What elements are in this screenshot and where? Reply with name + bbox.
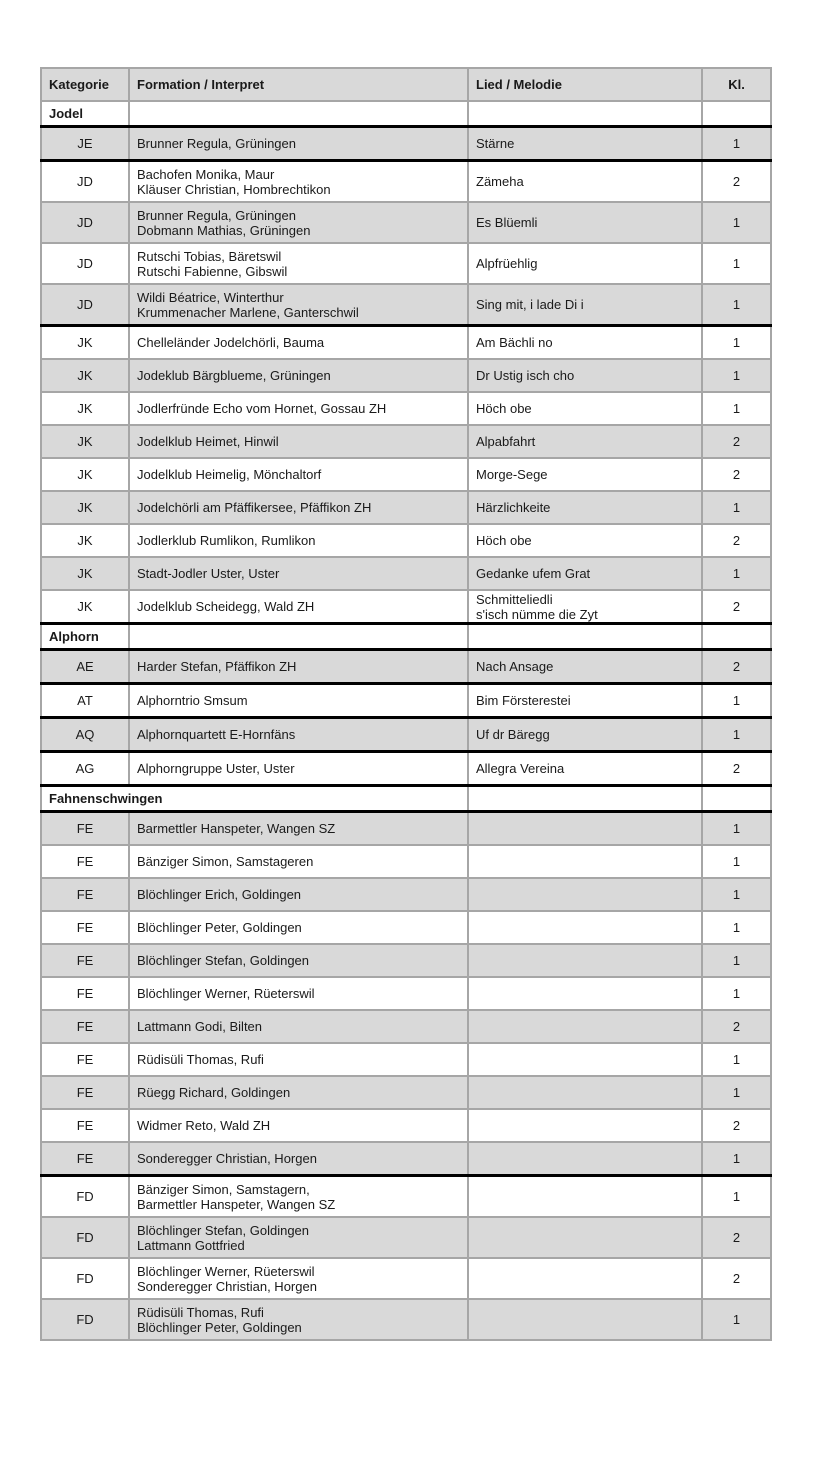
table-row [41,752,771,786]
kategorie-cell: AQ [41,718,129,752]
formation-line: Rutschi Fabienne, Gibswil [137,263,288,279]
klasse-cell: 2 [702,524,771,557]
klasse-cell: 2 [702,425,771,458]
lied-line: Schmitteliedli [476,591,553,607]
formation-cell [129,557,468,590]
formation-line: Lattmann Godi, Bilten [137,1019,263,1034]
lied-line: s'isch nümme die Zyt [476,606,598,622]
formation-line: Bänziger Simon, Samstagern, [137,1181,310,1197]
formation-line: Stadt-Jodler Uster, Uster [137,566,280,581]
formation-line: Rüegg Richard, Goldingen [137,1085,291,1100]
kategorie-cell: FD [41,1176,129,1218]
klasse-cell: 1 [702,202,771,243]
kategorie-cell: JK [41,524,129,557]
formation-line: Jodeklub Bärgblueme, Grüningen [137,368,331,383]
lied-cell [468,650,702,684]
lied-cell [468,202,702,243]
formation-cell [129,127,468,161]
section-title: Fahnenschwingen [41,786,468,812]
table-row [41,718,771,752]
lied-cell [468,752,702,786]
formation-line: Alphorngruppe Uster, Uster [137,761,295,776]
kategorie-cell: JK [41,326,129,360]
lied-cell [468,127,702,161]
kategorie-cell: JK [41,392,129,425]
formation-line: Harder Stefan, Pfäffikon ZH [137,659,297,674]
klasse-cell: 1 [702,911,771,944]
table-row [41,1258,771,1299]
formation-cell [129,1010,468,1043]
kategorie-cell: JK [41,359,129,392]
table-row [41,284,771,326]
formation-line: Jodelklub Heimet, Hinwil [137,434,279,449]
table-row [41,425,771,458]
lied-cell [468,161,702,203]
lied-cell [468,911,702,944]
formation-cell [129,911,468,944]
klasse-cell: 1 [702,557,771,590]
klasse-cell: 1 [702,1176,771,1218]
formation-cell [129,752,468,786]
formation-cell [129,1043,468,1076]
lied-cell [468,590,702,624]
formation-cell [129,1258,468,1299]
klasse-cell: 1 [702,944,771,977]
klasse-cell: 1 [702,1076,771,1109]
klasse-cell: 1 [702,977,771,1010]
section-title: Jodel [41,101,129,127]
formation-cell [129,1109,468,1142]
formation-cell [129,425,468,458]
formation-cell [129,650,468,684]
formation-line: Blöchlinger Peter, Goldingen [137,920,302,935]
klasse-cell: 2 [702,1217,771,1258]
klasse-cell: 1 [702,127,771,161]
lied-cell [468,718,702,752]
kategorie-cell: AG [41,752,129,786]
section-empty-cell [468,101,702,127]
kategorie-cell: JE [41,127,129,161]
section-empty-cell [468,786,702,812]
lied-line: Sing mit, i lade Di i [476,297,584,312]
table-row [41,359,771,392]
table-row [41,557,771,590]
lied-cell [468,845,702,878]
lied-cell [468,1109,702,1142]
lied-line: Dr Ustig isch cho [476,368,575,383]
kategorie-cell: JK [41,590,129,624]
table-row [41,911,771,944]
table-row [41,458,771,491]
formation-cell [129,684,468,718]
kategorie-cell: FD [41,1299,129,1340]
table-row [41,590,771,624]
section-empty-cell [702,101,771,127]
kategorie-cell: FE [41,1142,129,1176]
formation-cell [129,944,468,977]
lied-cell [468,491,702,524]
header-kategorie: Kategorie [41,68,129,101]
kategorie-cell: FE [41,944,129,977]
formation-cell [129,977,468,1010]
lied-cell [468,1299,702,1340]
lied-cell [468,243,702,284]
formation-cell [129,284,468,326]
formation-cell [129,161,468,203]
lied-line: Nach Ansage [476,659,554,674]
lied-cell [468,458,702,491]
lied-cell [468,557,702,590]
section-title: Alphorn [41,624,129,650]
table-row [41,127,771,161]
section-row [41,786,771,812]
table-row [41,650,771,684]
kategorie-cell: FE [41,1109,129,1142]
formation-line: Dobmann Mathias, Grüningen [137,222,311,238]
lied-line: Höch obe [476,401,532,416]
kategorie-cell: FE [41,812,129,846]
formation-cell [129,1142,468,1176]
kategorie-cell: JK [41,491,129,524]
table-row [41,944,771,977]
kategorie-cell: FD [41,1217,129,1258]
formation-line: Blöchlinger Werner, Rüeterswil [137,986,315,1001]
formation-line: Jodelklub Heimelig, Mönchaltorf [137,467,322,482]
klasse-cell: 2 [702,650,771,684]
kategorie-cell: FE [41,1043,129,1076]
klasse-cell: 2 [702,1010,771,1043]
lied-cell [468,1258,702,1299]
kategorie-cell: FE [41,911,129,944]
kategorie-cell: FE [41,1076,129,1109]
program-body [41,101,771,1340]
lied-line: Härzlichkeite [476,500,551,515]
kategorie-cell: FE [41,1010,129,1043]
lied-cell [468,1043,702,1076]
kategorie-cell: JK [41,458,129,491]
lied-cell [468,326,702,360]
section-empty-cell [702,624,771,650]
klasse-cell: 1 [702,1299,771,1340]
formation-line: Barmettler Hanspeter, Wangen SZ [137,1196,336,1212]
formation-line: Krummenacher Marlene, Ganterschwil [137,304,359,320]
lied-cell [468,1076,702,1109]
klasse-cell: 1 [702,812,771,846]
klasse-cell: 1 [702,326,771,360]
lied-line: Uf dr Bäregg [476,727,550,742]
formation-line: Alphornquartett E-Hornfäns [137,727,296,742]
formation-cell [129,326,468,360]
klasse-cell: 2 [702,1109,771,1142]
lied-line: Gedanke ufem Grat [476,566,591,581]
formation-line: Blöchlinger Stefan, Goldingen [137,953,310,968]
formation-line: Kläuser Christian, Hombrechtikon [137,181,331,197]
lied-cell [468,878,702,911]
section-row [41,624,771,650]
table-row [41,524,771,557]
kategorie-cell: FE [41,977,129,1010]
kategorie-cell: FD [41,1258,129,1299]
formation-line: Brunner Regula, Grüningen [137,207,296,223]
lied-cell [468,284,702,326]
formation-line: Brunner Regula, Grüningen [137,136,296,151]
kategorie-cell: JK [41,557,129,590]
lied-cell [468,392,702,425]
formation-line: Barmettler Hanspeter, Wangen SZ [137,821,336,836]
kategorie-cell: AT [41,684,129,718]
klasse-cell: 2 [702,161,771,203]
formation-cell [129,590,468,624]
lied-cell [468,1217,702,1258]
formation-line: Jodelklub Scheidegg, Wald ZH [137,599,315,614]
lied-line: Allegra Vereina [476,761,565,776]
table-row [41,1109,771,1142]
klasse-cell: 1 [702,243,771,284]
formation-cell [129,524,468,557]
section-empty-cell [702,786,771,812]
header-row [41,68,771,101]
formation-cell [129,458,468,491]
klasse-cell: 1 [702,684,771,718]
table-row [41,202,771,243]
klasse-cell: 1 [702,491,771,524]
klasse-cell: 1 [702,284,771,326]
klasse-cell: 1 [702,359,771,392]
table-row [41,812,771,846]
formation-cell [129,1217,468,1258]
lied-line: Am Bächli no [476,335,553,350]
kategorie-cell: JD [41,202,129,243]
formation-line: Alphorntrio Smsum [137,693,248,708]
section-row [41,101,771,127]
lied-line: Alpabfahrt [476,434,536,449]
table-row [41,491,771,524]
formation-cell [129,491,468,524]
section-empty-cell [129,101,468,127]
formation-line: Sonderegger Christian, Horgen [137,1151,317,1166]
formation-line: Blöchlinger Erich, Goldingen [137,887,302,902]
lied-line: Bim Försterestei [476,693,571,708]
header-kl: Kl. [702,68,771,101]
kategorie-cell: FE [41,878,129,911]
lied-line: Es Blüemli [476,215,538,230]
kategorie-cell: FE [41,845,129,878]
lied-cell [468,812,702,846]
formation-cell [129,202,468,243]
table-row [41,243,771,284]
formation-line: Blöchlinger Stefan, Goldingen [137,1222,310,1238]
formation-line: Bänziger Simon, Samstageren [137,854,314,869]
klasse-cell: 2 [702,590,771,624]
klasse-cell: 1 [702,1043,771,1076]
kategorie-cell: JD [41,284,129,326]
table-row [41,1010,771,1043]
formation-line: Wildi Béatrice, Winterthur [137,289,284,305]
section-empty-cell [468,624,702,650]
formation-cell [129,718,468,752]
table-row [41,684,771,718]
formation-cell [129,1176,468,1218]
formation-line: Jodelchörli am Pfäffikersee, Pfäffikon ZH [137,500,372,515]
klasse-cell: 1 [702,1142,771,1176]
header-formation: Formation / Interpret [129,68,468,101]
table-row [41,1299,771,1340]
klasse-cell: 1 [702,878,771,911]
formation-cell [129,243,468,284]
kategorie-cell: AE [41,650,129,684]
lied-cell [468,524,702,557]
formation-cell [129,1299,468,1340]
klasse-cell: 2 [702,1258,771,1299]
lied-line: Stärne [476,136,515,151]
lied-cell [468,684,702,718]
lied-line: Morge-Sege [476,467,548,482]
klasse-cell: 1 [702,718,771,752]
table-row [41,161,771,203]
kategorie-cell: JD [41,161,129,203]
table-row [41,878,771,911]
lied-line: Höch obe [476,533,532,548]
formation-line: Jodlerfründe Echo vom Hornet, Gossau ZH [137,401,387,416]
formation-cell [129,1076,468,1109]
formation-line: Rutschi Tobias, Bäretswil [137,248,282,264]
table-row [41,845,771,878]
klasse-cell: 2 [702,752,771,786]
header-lied: Lied / Melodie [468,68,702,101]
table-row [41,1076,771,1109]
lied-cell [468,1176,702,1218]
formation-line: Rüdisüli Thomas, Rufi [137,1304,264,1320]
formation-cell [129,392,468,425]
klasse-cell: 1 [702,845,771,878]
klasse-cell: 2 [702,458,771,491]
formation-line: Rüdisüli Thomas, Rufi [137,1052,264,1067]
formation-cell [129,878,468,911]
formation-line: Jodlerklub Rumlikon, Rumlikon [137,533,316,548]
program-table [40,67,772,1341]
formation-line: Sonderegger Christian, Horgen [137,1278,317,1294]
lied-line: Alpfrüehlig [476,256,538,271]
formation-line: Blöchlinger Peter, Goldingen [137,1319,302,1335]
table-row [41,392,771,425]
formation-line: Bachofen Monika, Maur [137,166,275,182]
formation-cell [129,845,468,878]
formation-line: Blöchlinger Werner, Rüeterswil [137,1263,315,1279]
klasse-cell: 1 [702,392,771,425]
formation-line: Widmer Reto, Wald ZH [137,1118,271,1133]
table-row [41,1043,771,1076]
lied-cell [468,1010,702,1043]
lied-cell [468,359,702,392]
lied-cell [468,1142,702,1176]
kategorie-cell: JD [41,243,129,284]
table-row [41,1142,771,1176]
lied-cell [468,944,702,977]
formation-cell [129,359,468,392]
lied-line: Zämeha [476,174,524,189]
formation-line: Chelleländer Jodelchörli, Bauma [137,335,325,350]
kategorie-cell: JK [41,425,129,458]
table-row [41,1217,771,1258]
lied-cell [468,977,702,1010]
table-row [41,1176,771,1218]
formation-cell [129,812,468,846]
lied-cell [468,425,702,458]
table-row [41,326,771,360]
table-row [41,977,771,1010]
formation-line: Lattmann Gottfried [137,1237,245,1253]
section-empty-cell [129,624,468,650]
